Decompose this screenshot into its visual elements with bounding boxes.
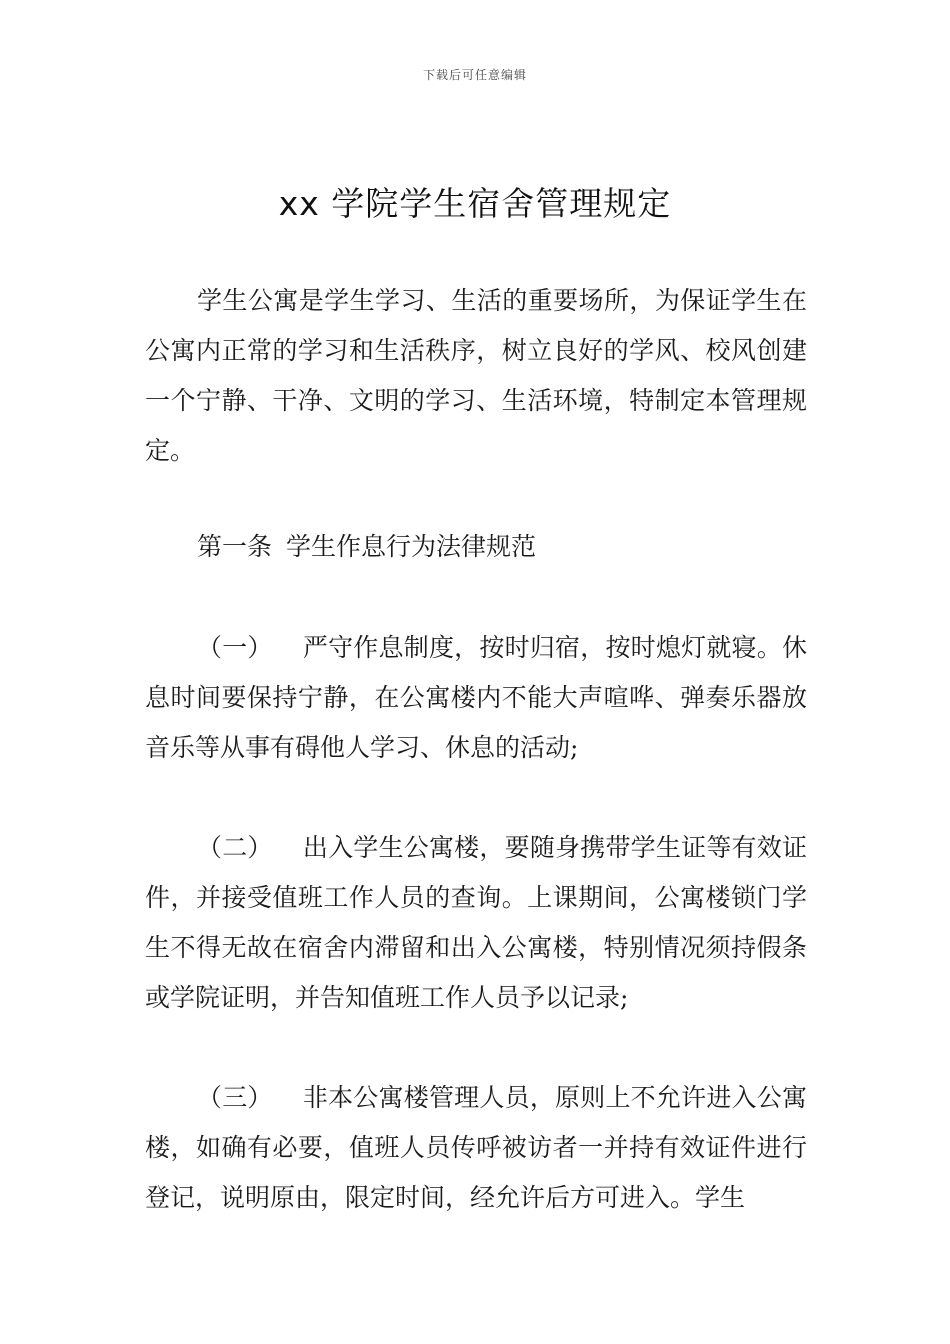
item-marker: （一）: [197, 633, 273, 662]
header-note: 下载后可任意编辑: [422, 68, 527, 82]
item-text: 非本公寓楼管理人员，原则上不允许进入公寓楼，如确有必要，值班人员传呼被访者一并持有效证件进行登记，说明原由，限定时间，经允许后方可进入。学生: [145, 1083, 807, 1212]
item-text: 出入学生公寓楼，要随身携带学生证等有效证件，并接受值班工作人员的查询。上课期间，公寓楼锁门学生不得无故在宿舍内滞留和出入公寓楼，特别情况须持假条或学院证明，并告知值班工作人员予以记录;: [145, 833, 807, 1012]
list-item: [145, 823, 807, 1023]
article-label: 第一条: [197, 532, 273, 561]
item-marker: （三）: [197, 1083, 273, 1112]
document-title: xx 学院学生宿舍管理规定: [278, 184, 672, 223]
article-heading: [145, 522, 807, 572]
item-text: 严守作息制度，按时归宿，按时熄灯就寝。休息时间要保持宁静，在公寓楼内不能大声喧哗、弹奏乐器放音乐等从事有碍他人学习、休息的活动;: [145, 633, 807, 762]
item-marker: （二）: [197, 833, 273, 862]
list-item: [145, 623, 807, 773]
intro-paragraph: 学生公寓是学生学习、生活的重要场所，为保证学生在公寓内正常的学习和生活秩序，树立良好的学风、校风创建一个宁静、干净、文明的学习、生活环境，特制定本管理规定。: [145, 286, 807, 465]
list-item: [145, 1073, 807, 1223]
article-title: 学生作息行为法律规范: [286, 532, 537, 561]
